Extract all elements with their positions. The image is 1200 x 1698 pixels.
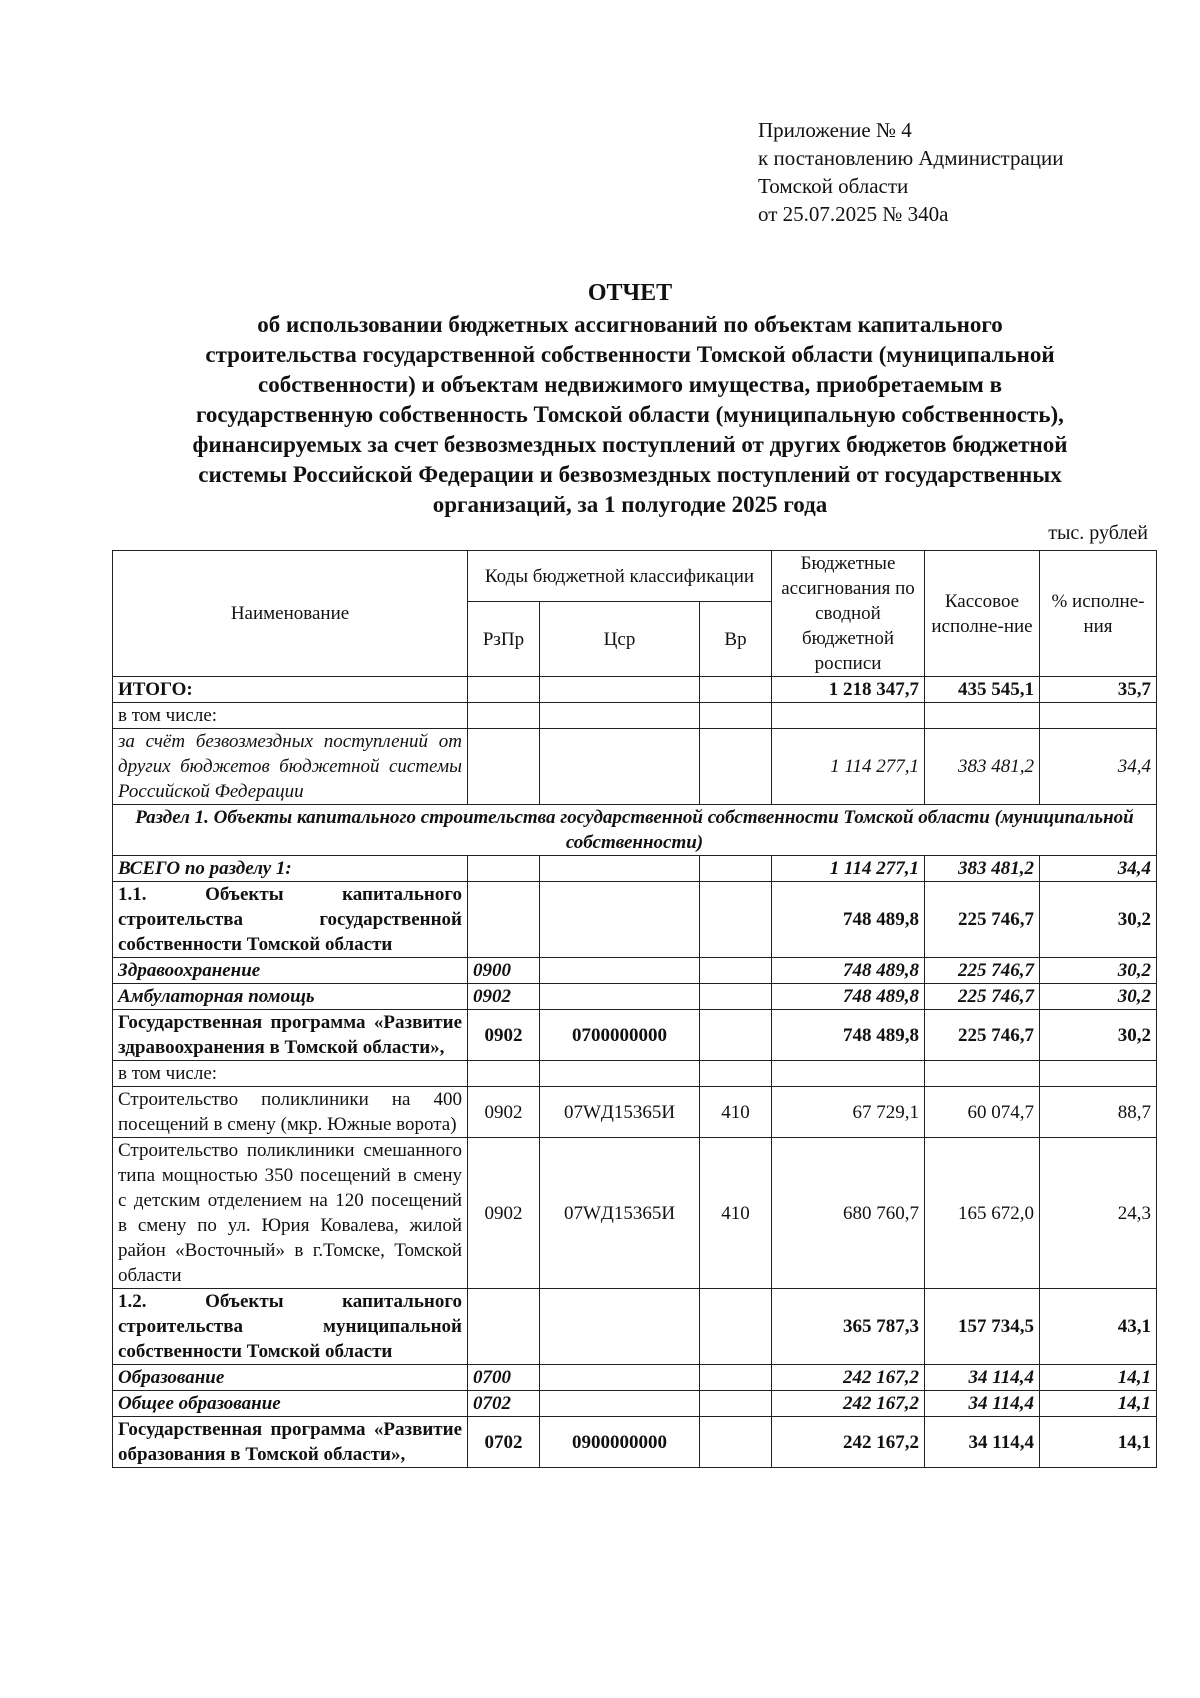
header-codes: Коды бюджетной классификации bbox=[468, 551, 772, 602]
title-line: об использовании бюджетных ассигнований по объектам капитального bbox=[257, 312, 1003, 337]
cell-rzpr: 0902 bbox=[468, 1087, 540, 1138]
cell-cash: 225 746,7 bbox=[925, 984, 1040, 1010]
annex-line: Томской области bbox=[758, 174, 909, 198]
cell-cash: 383 481,2 bbox=[925, 856, 1040, 882]
table-row bbox=[113, 703, 1157, 729]
cell-name: Здравоохранение bbox=[113, 958, 468, 984]
cell-percent: 34,4 bbox=[1040, 856, 1157, 882]
report-heading: ОТЧЕТ bbox=[587, 280, 673, 306]
table-row bbox=[113, 1087, 1157, 1138]
cell-rzpr bbox=[468, 703, 540, 729]
cell-budget: 748 489,8 bbox=[772, 984, 925, 1010]
cell-vr bbox=[700, 1289, 772, 1365]
table-row bbox=[113, 1138, 1157, 1289]
cell-vr bbox=[700, 677, 772, 703]
cell-vr bbox=[700, 1061, 772, 1087]
cell-name: Строительство поликлиники на 400 посещений в смену (мкр. Южные ворота) bbox=[113, 1087, 468, 1138]
cell-cash: 34 114,4 bbox=[925, 1417, 1040, 1468]
cell-cash: 435 545,1 bbox=[925, 677, 1040, 703]
cell-percent: 34,4 bbox=[1040, 729, 1157, 805]
cell-csr bbox=[540, 1365, 700, 1391]
cell-name: Образование bbox=[113, 1365, 468, 1391]
annex-line: к постановлению Администрации bbox=[758, 146, 1064, 170]
cell-csr bbox=[540, 984, 700, 1010]
cell-budget bbox=[772, 1061, 925, 1087]
cell-rzpr: 0902 bbox=[468, 984, 540, 1010]
cell-rzpr bbox=[468, 677, 540, 703]
cell-name: Амбулаторная помощь bbox=[113, 984, 468, 1010]
header-rzpr: РзПр bbox=[468, 602, 540, 677]
header-budget: Бюджетные ассигнования по сводной бюджетной росписи bbox=[772, 551, 925, 677]
cell-percent: 30,2 bbox=[1040, 958, 1157, 984]
section-title: Раздел 1. Объекты капитального строительства государственной собственности Томской области (муниципальной собственности) bbox=[113, 805, 1157, 856]
cell-budget: 1 218 347,7 bbox=[772, 677, 925, 703]
cell-name: Общее образование bbox=[113, 1391, 468, 1417]
cell-percent: 88,7 bbox=[1040, 1087, 1157, 1138]
cell-rzpr: 0702 bbox=[468, 1391, 540, 1417]
cell-vr bbox=[700, 703, 772, 729]
cell-vr bbox=[700, 729, 772, 805]
table-row bbox=[113, 1391, 1157, 1417]
cell-cash: 157 734,5 bbox=[925, 1289, 1040, 1365]
report-title bbox=[120, 278, 1140, 520]
cell-cash: 225 746,7 bbox=[925, 958, 1040, 984]
table-row bbox=[113, 729, 1157, 805]
cell-cash bbox=[925, 703, 1040, 729]
cell-percent: 43,1 bbox=[1040, 1289, 1157, 1365]
cell-csr bbox=[540, 958, 700, 984]
title-line: финансируемых за счет безвозмездных поступлений от других бюджетов бюджетной bbox=[192, 432, 1068, 457]
cell-cash: 225 746,7 bbox=[925, 1010, 1040, 1061]
cell-csr bbox=[540, 856, 700, 882]
header-csr: Цср bbox=[540, 602, 700, 677]
cell-vr bbox=[700, 882, 772, 958]
table-row bbox=[113, 958, 1157, 984]
title-line: собственности) и объектам недвижимого имущества, приобретаемым в bbox=[258, 372, 1002, 397]
table-row bbox=[113, 1365, 1157, 1391]
cell-budget: 680 760,7 bbox=[772, 1138, 925, 1289]
cell-cash: 34 114,4 bbox=[925, 1391, 1040, 1417]
cell-name: в том числе: bbox=[113, 703, 468, 729]
cell-percent: 14,1 bbox=[1040, 1365, 1157, 1391]
cell-name: Государственная программа «Развитие здравоохранения в Томской области», bbox=[113, 1010, 468, 1061]
report-table bbox=[112, 550, 1157, 1468]
cell-name: Государственная программа «Развитие образования в Томской области», bbox=[113, 1417, 468, 1468]
cell-vr bbox=[700, 1010, 772, 1061]
cell-percent: 24,3 bbox=[1040, 1138, 1157, 1289]
cell-cash: 225 746,7 bbox=[925, 882, 1040, 958]
table-row bbox=[113, 1417, 1157, 1468]
table-row bbox=[113, 1289, 1157, 1365]
cell-csr bbox=[540, 882, 700, 958]
cell-csr bbox=[540, 1391, 700, 1417]
cell-cash: 383 481,2 bbox=[925, 729, 1040, 805]
header-cash: Кассовое исполне-ние bbox=[925, 551, 1040, 677]
table-row bbox=[113, 677, 1157, 703]
cell-budget: 748 489,8 bbox=[772, 882, 925, 958]
annex-line: Приложение № 4 bbox=[758, 118, 912, 142]
cell-csr bbox=[540, 677, 700, 703]
cell-cash: 60 074,7 bbox=[925, 1087, 1040, 1138]
cell-cash bbox=[925, 1061, 1040, 1087]
table-row bbox=[113, 856, 1157, 882]
cell-csr: 0900000000 bbox=[540, 1417, 700, 1468]
cell-csr bbox=[540, 703, 700, 729]
cell-vr bbox=[700, 984, 772, 1010]
cell-percent: 14,1 bbox=[1040, 1417, 1157, 1468]
cell-name: ИТОГО: bbox=[113, 677, 468, 703]
cell-percent bbox=[1040, 703, 1157, 729]
cell-rzpr: 0902 bbox=[468, 1138, 540, 1289]
cell-budget: 748 489,8 bbox=[772, 1010, 925, 1061]
title-line: системы Российской Федерации и безвозмездных поступлений от государственных bbox=[198, 462, 1062, 487]
cell-rzpr: 0902 bbox=[468, 1010, 540, 1061]
cell-rzpr bbox=[468, 1061, 540, 1087]
cell-percent: 30,2 bbox=[1040, 882, 1157, 958]
cell-vr bbox=[700, 958, 772, 984]
cell-csr: 0700000000 bbox=[540, 1010, 700, 1061]
cell-percent: 35,7 bbox=[1040, 677, 1157, 703]
table-row bbox=[113, 882, 1157, 958]
cell-rzpr: 0700 bbox=[468, 1365, 540, 1391]
cell-budget: 1 114 277,1 bbox=[772, 729, 925, 805]
cell-rzpr: 0900 bbox=[468, 958, 540, 984]
cell-percent: 30,2 bbox=[1040, 1010, 1157, 1061]
table-row bbox=[113, 1061, 1157, 1087]
cell-budget: 1 114 277,1 bbox=[772, 856, 925, 882]
cell-budget: 242 167,2 bbox=[772, 1417, 925, 1468]
cell-vr bbox=[700, 856, 772, 882]
cell-name: 1.2. Объекты капитального строительства муниципальной собственности Томской области bbox=[113, 1289, 468, 1365]
cell-vr bbox=[700, 1391, 772, 1417]
cell-budget bbox=[772, 703, 925, 729]
cell-vr bbox=[700, 1417, 772, 1468]
cell-csr bbox=[540, 729, 700, 805]
annex-block bbox=[758, 116, 1064, 228]
cell-rzpr bbox=[468, 1289, 540, 1365]
title-line: государственную собственность Томской области (муниципальную собственность), bbox=[196, 402, 1064, 427]
cell-cash: 34 114,4 bbox=[925, 1365, 1040, 1391]
cell-name: ВСЕГО по разделу 1: bbox=[113, 856, 468, 882]
cell-percent: 14,1 bbox=[1040, 1391, 1157, 1417]
table-header-row bbox=[113, 551, 1157, 602]
cell-vr: 410 bbox=[700, 1138, 772, 1289]
annex-line: от 25.07.2025 № 340а bbox=[758, 202, 949, 226]
cell-name: 1.1. Объекты капитального строительства государственной собственности Томской области bbox=[113, 882, 468, 958]
cell-budget: 67 729,1 bbox=[772, 1087, 925, 1138]
cell-budget: 365 787,3 bbox=[772, 1289, 925, 1365]
cell-vr: 410 bbox=[700, 1087, 772, 1138]
cell-rzpr: 0702 bbox=[468, 1417, 540, 1468]
header-percent: % исполне-ния bbox=[1040, 551, 1157, 677]
title-line: организаций, за 1 полугодие 2025 года bbox=[432, 492, 828, 517]
table-row bbox=[113, 1010, 1157, 1061]
cell-percent bbox=[1040, 1061, 1157, 1087]
cell-budget: 242 167,2 bbox=[772, 1391, 925, 1417]
cell-csr bbox=[540, 1289, 700, 1365]
cell-csr: 07WД15365И bbox=[540, 1138, 700, 1289]
unit-label: тыс. рублей bbox=[1048, 522, 1148, 544]
header-vr: Вр bbox=[700, 602, 772, 677]
cell-rzpr bbox=[468, 882, 540, 958]
cell-budget: 242 167,2 bbox=[772, 1365, 925, 1391]
table-row bbox=[113, 984, 1157, 1010]
cell-csr bbox=[540, 1061, 700, 1087]
header-name: Наименование bbox=[113, 551, 468, 677]
section-row bbox=[113, 805, 1157, 856]
cell-percent: 30,2 bbox=[1040, 984, 1157, 1010]
cell-budget: 748 489,8 bbox=[772, 958, 925, 984]
cell-rzpr bbox=[468, 729, 540, 805]
cell-name: Строительство поликлиники смешанного типа мощностью 350 посещений в смену с детским отделением на 120 посещений в смену по ул. Юрия Ковалева, жилой район «Восточный» в г.Томске, Томской области bbox=[113, 1138, 468, 1289]
cell-csr: 07WД15365И bbox=[540, 1087, 700, 1138]
cell-name: за счёт безвозмездных поступлений от других бюджетов бюджетной системы Российской Федерации bbox=[113, 729, 468, 805]
cell-vr bbox=[700, 1365, 772, 1391]
cell-name: в том числе: bbox=[113, 1061, 468, 1087]
cell-rzpr bbox=[468, 856, 540, 882]
title-line: строительства государственной собственности Томской области (муниципальной bbox=[205, 342, 1055, 367]
cell-cash: 165 672,0 bbox=[925, 1138, 1040, 1289]
